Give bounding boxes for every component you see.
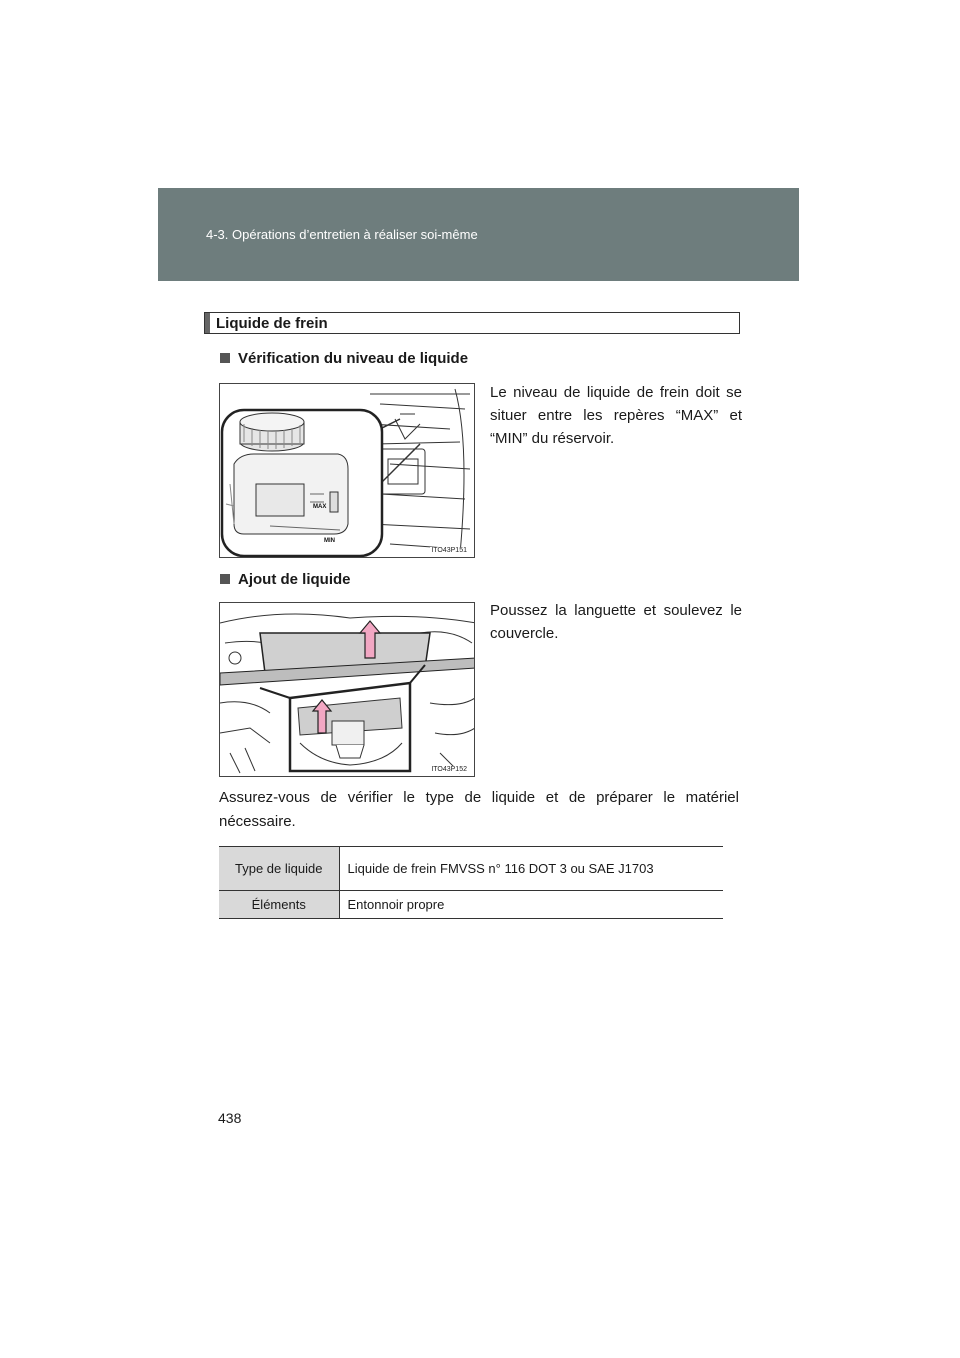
add-description: Poussez la languette et soulevez le couvercle. bbox=[490, 602, 742, 642]
table-row bbox=[219, 891, 723, 919]
page-number: 438 bbox=[218, 1110, 242, 1126]
spec-table bbox=[219, 846, 723, 919]
subheading-check bbox=[220, 350, 468, 367]
subheading-add bbox=[220, 571, 351, 588]
body-paragraph: Assurez-vous de vérifier le type de liquide et de préparer le matériel nécessaire. bbox=[219, 789, 739, 830]
reservoir-illustration bbox=[220, 384, 475, 558]
subheading-check-text: Vérification du niveau de liquide bbox=[238, 350, 469, 367]
table-value: Entonnoir propre bbox=[339, 891, 723, 919]
header-band bbox=[158, 188, 799, 281]
square-bullet-icon bbox=[220, 353, 230, 363]
figure-code: ITO43P152 bbox=[431, 766, 467, 773]
heading-bar bbox=[205, 313, 210, 333]
section-heading-text: Liquide de frein bbox=[216, 315, 328, 332]
cover-illustration bbox=[220, 603, 475, 777]
table-value: Liquide de frein FMVSS n° 116 DOT 3 ou SAE J1703 bbox=[339, 847, 723, 891]
subheading-add-text: Ajout de liquide bbox=[238, 571, 351, 588]
table-label: Type de liquide bbox=[219, 847, 339, 891]
table-label: Éléments bbox=[219, 891, 339, 919]
check-description: Le niveau de liquide de frein doit se situer entre les repères “MAX” et “MIN” du réservoir. bbox=[490, 384, 742, 447]
square-bullet-icon bbox=[220, 574, 230, 584]
max-label: MAX bbox=[313, 504, 327, 510]
figure-reservoir bbox=[219, 383, 475, 558]
table-row bbox=[219, 847, 723, 891]
section-title: 4-3. Opérations d’entretien à réaliser soi-même bbox=[206, 227, 478, 242]
figure-cover bbox=[219, 602, 475, 777]
min-label: MIN bbox=[324, 538, 335, 544]
section-heading bbox=[204, 312, 740, 334]
figure-code: ITO43P151 bbox=[431, 547, 467, 554]
